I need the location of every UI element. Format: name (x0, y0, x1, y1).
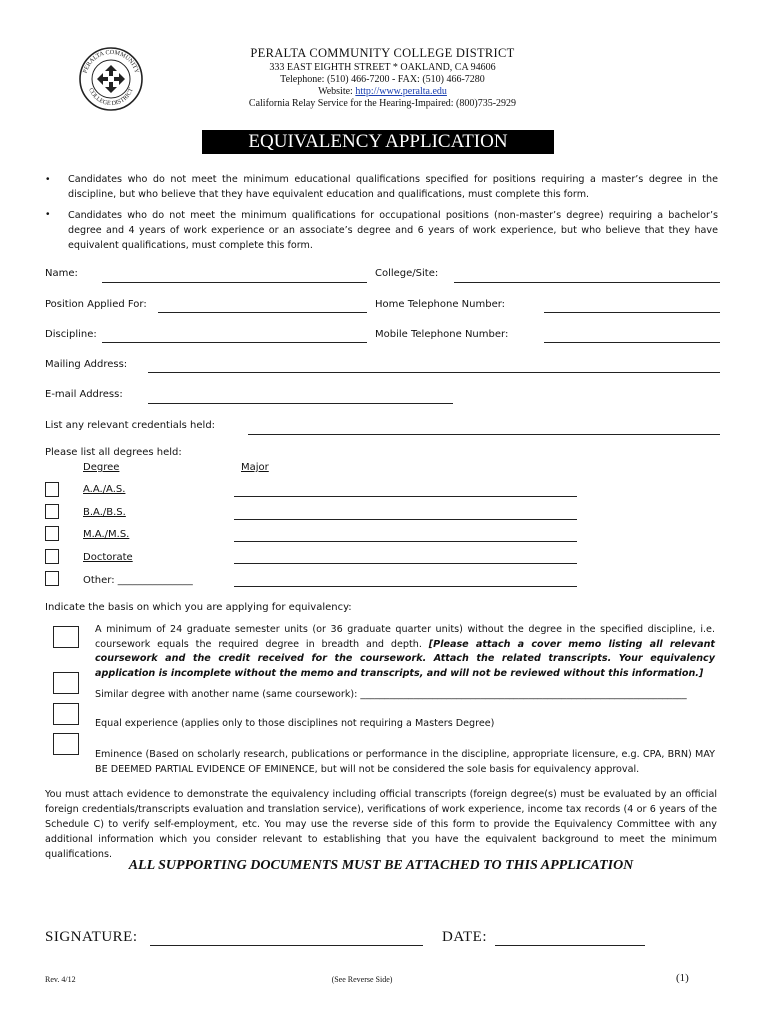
bullet-text-1: Candidates who do not meet the minimum educational qualifications specified for positions requiring a master’s degree in the discipline, but who believe that they have equivalent education and qualifications, must complete this form. (68, 174, 718, 200)
credentials-label: List any relevant credentials held: (45, 420, 216, 431)
degree-other-major-field[interactable] (234, 586, 577, 587)
page-number: (1) (676, 972, 689, 984)
signature-label: SIGNATURE: (45, 929, 138, 945)
basis-equal-text: Equal experience (applies only to those disciplines not requiring a Masters Degree) (95, 718, 495, 729)
basis-eminence-checkbox[interactable] (53, 733, 79, 755)
bullet-dot: • (46, 209, 50, 220)
district-website (160, 86, 605, 97)
home-phone-field[interactable] (544, 312, 720, 313)
form-title: EQUIVALENCY APPLICATION (202, 130, 554, 154)
basis-similar-text: Similar degree with another name (same coursework): ____________________________________________________________________ (95, 689, 687, 700)
degree-column-header: Degree (83, 462, 120, 473)
district-name: PERALTA COMMUNITY COLLEGE DISTRICT (250, 46, 515, 60)
major-column-header: Major (241, 462, 269, 473)
discipline-label: Discipline: (45, 329, 97, 340)
college-site-field[interactable] (454, 282, 720, 283)
mailing-field[interactable] (148, 372, 720, 373)
degree-ma-checkbox[interactable] (45, 526, 59, 541)
credentials-field[interactable] (248, 434, 720, 435)
position-label: Position Applied For: (45, 299, 147, 310)
degree-ba-major-field[interactable] (234, 519, 577, 520)
revision-note: Rev. 4/12 (45, 975, 76, 984)
degree-doctorate-label: Doctorate (83, 552, 133, 563)
peralta-seal-logo (78, 46, 144, 112)
college-site-label: College/Site: (375, 268, 439, 279)
district-phone: Telephone: (510) 466-7200 - FAX: (510) 466-7280 (280, 74, 485, 85)
bullet-dot: • (46, 174, 50, 185)
seal-text-top: PERALTA COMMUNITY (81, 48, 141, 75)
basis-intro: Indicate the basis on which you are applying for equivalency: (45, 602, 352, 613)
basis-eminence-text: Eminence (Based on scholarly research, publications or performance in the discipline, appropriate licensure, e.g. CPA, BRN) MAY BE DEEMED PARTIAL EVIDENCE OF EMINENCE, but will not be considered the sole basis for equivalency approval. (95, 749, 715, 775)
discipline-field[interactable] (102, 342, 367, 343)
degree-aa-label: A.A./A.S. (83, 484, 126, 495)
relay-service: California Relay Service for the Hearing-Impaired: (800)735-2929 (248, 98, 517, 109)
degree-doctorate-major-field[interactable] (234, 563, 577, 564)
degree-other-label: Other: _______________ (83, 575, 193, 586)
email-label: E-mail Address: (45, 389, 123, 400)
basis-units-note: [Please attach a cover memo listing all relevant coursework and the credit received for the coursework. Attach the related transcripts. Your equivalency application is incomplete without the memo and transcripts, and will not be reviewed without this information.] (95, 638, 716, 679)
basis-units-text: A minimum of 24 graduate semester units (or 36 graduate quarter units) without the degree in the specified discipline, i.e. coursework equals the required degree in breadth and depth. [Please attach a cover memo listing all relevant coursework and the credit received for the coursework. Attach the related transcripts. Your equivalency application is incomplete without the memo and transcripts, and will not be reviewed without this information.] (95, 624, 716, 679)
date-label: DATE: (442, 929, 487, 945)
degree-ba-checkbox[interactable] (45, 504, 59, 519)
degree-ma-major-field[interactable] (234, 541, 577, 542)
bullet-text-2: Candidates who do not meet the minimum qualifications for occupational positions (non-master’s degree) requiring a bachelor’s degree and 4 years of work experience or an associate’s degree and 6 years of work experience, but who believe that they have equivalent qualifications, must complete this form. (68, 210, 718, 251)
basis-equal-checkbox[interactable] (53, 703, 79, 725)
home-phone-label: Home Telephone Number: (375, 299, 506, 310)
reverse-side-note: (See Reverse Side) (331, 975, 393, 984)
name-label: Name: (45, 268, 78, 279)
evidence-text: You must attach evidence to demonstrate the equivalency including official transcripts (foreign degree(s) must be evaluated by an official foreign credentials/transcripts evaluation and translation service), verifications of work experience, income tax records (4 or 6 years of the Schedule C) to verify self-employment, etc. You may use the reverse side of this form to provide the Equivalency Committee with any additional information which you consider relevant to establishing that you have the equivalent background to meet the minimum qualifications. (45, 789, 717, 860)
mobile-phone-field[interactable] (544, 342, 720, 343)
degree-aa-major-field[interactable] (234, 496, 577, 497)
degrees-intro: Please list all degrees held: (45, 447, 182, 458)
degree-aa-checkbox[interactable] (45, 482, 59, 497)
website-link[interactable]: http://www.peralta.edu (355, 86, 447, 97)
supporting-documents-notice: ALL SUPPORTING DOCUMENTS MUST BE ATTACHED TO THIS APPLICATION (128, 858, 634, 873)
name-field[interactable] (102, 282, 367, 283)
seal-text-bottom: COLLEGE DISTRICT (87, 87, 135, 108)
district-address: 333 EAST EIGHTH STREET * OAKLAND, CA 94606 (269, 62, 496, 73)
position-field[interactable] (158, 312, 367, 313)
mobile-phone-label: Mobile Telephone Number: (375, 329, 509, 340)
email-field[interactable] (148, 403, 453, 404)
mailing-label: Mailing Address: (45, 359, 128, 370)
basis-units-checkbox[interactable] (53, 626, 79, 648)
degree-other-checkbox[interactable] (45, 571, 59, 586)
basis-similar-checkbox[interactable] (53, 672, 79, 694)
date-field[interactable] (495, 945, 645, 946)
degree-ba-label: B.A./B.S. (83, 507, 126, 518)
degree-doctorate-checkbox[interactable] (45, 549, 59, 564)
website-label: Website: (318, 86, 356, 97)
signature-field[interactable] (150, 945, 423, 946)
degree-ma-label: M.A./M.S. (83, 529, 130, 540)
